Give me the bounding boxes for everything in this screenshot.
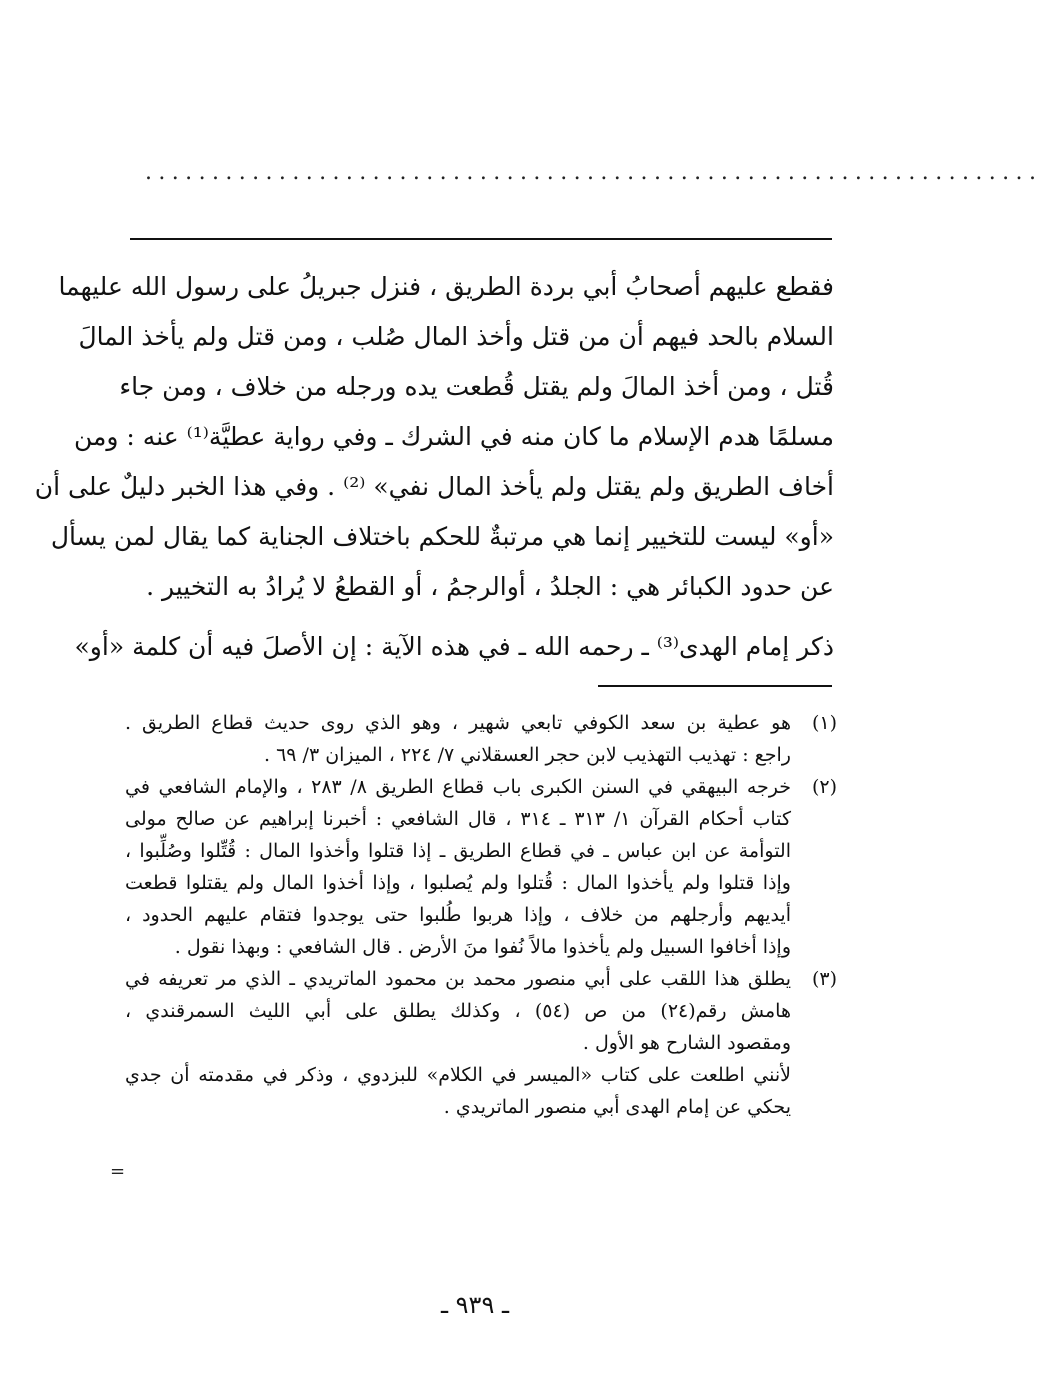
footnote-line: راجع : تهذيب التهذيب لابن حجر العسقلاني ٧/ ٢٢٤ ، الميزان ٣/ ٦٩ .: [263, 744, 791, 766]
footnote-body: [125, 707, 791, 771]
footnote-line: لأنني اطلعت على كتاب «الميسر في الكلام» للبزدوي ، وذكر في مقدمته أن جدي: [125, 1064, 791, 1086]
footnote-number: (٣): [811, 968, 837, 990]
footnote-line: كتاب أحكام القرآن ١/ ٣١٣ ـ ٣١٤ ، قال الشافعي : أخبرنا إبراهيم عن صالح مولى: [125, 808, 791, 830]
footnote-rule: [598, 685, 832, 687]
text-line: السلام بالحد فيهم أن من قتل وأخذ المال صُلب ، ومن قتل ولم يأخذ المالَ: [78, 322, 834, 351]
footnote-2: [125, 771, 837, 963]
footnote-line: هامش رقم(٢٤) من ص (٥٤) ، وكذلك يطلق على أبي الليث السمرقندي ،: [125, 1000, 791, 1022]
text-line: «أو» ليست للتخيير إنما هي مرتبةٌ للحكم باختلاف الجناية كما يقال لمن يسأل: [50, 522, 834, 551]
top-rule: [130, 238, 832, 240]
footnote-line: ومقصود الشارح هو الأول .: [582, 1032, 791, 1054]
dotted-separator: ...................................................................: [145, 160, 1042, 185]
text-line: ذكر إمام الهدى⁽³⁾ ـ رحمه الله ـ في هذه الآية : إن الأصلَ فيه أن كلمة «أو»: [74, 632, 834, 661]
main-paragraph-2: [74, 622, 834, 672]
text-line: فقطع عليهم أصحابُ أبي بردة الطريق ، فنزل جبريلُ على رسول الله عليهما: [58, 272, 834, 301]
footnote-line: هو عطية بن سعد الكوفي تابعي شهير ، وهو الذي روى حديث قطاع الطريق .: [125, 712, 791, 734]
footnote-line: يحكي عن إمام الهدى أبي منصور الماتريدي .: [443, 1096, 791, 1118]
main-paragraph-1: [34, 262, 834, 612]
footnote-line: خرجه البيهقي في السنن الكبرى باب قطاع الطريق ٨/ ٢٨٣ ، والإمام الشافعي في: [125, 776, 791, 798]
text-line: أخاف الطريق ولم يقتل ولم يأخذ المال نفي» ⁽²⁾ . وفي هذا الخبر دليلٌ على أن: [34, 472, 834, 501]
footnote-line: وإذا قتلوا ولم يأخذوا المال : قُتلوا ولم يُصلبوا ، وإذا أخذوا المال ولم يقتلوا قطعت: [125, 872, 791, 894]
text-line: قُتل ، ومن أخذ المالَ ولم يقتل قُطعت يده ورجله من خلاف ، ومن جاء: [119, 372, 834, 401]
continuation-mark: =: [110, 1161, 126, 1182]
page-number: ـ ٩٣٩ ـ: [440, 1291, 509, 1319]
footnote-line: يطلق هذا اللقب على أبي منصور محمد بن محمود الماتريدي ـ الذي مر تعريفه في: [125, 968, 791, 990]
footnote-number: (٢): [811, 776, 837, 798]
footnote-3: [125, 963, 837, 1123]
text-line: عن حدود الكبائر هي : الجلدُ ، أوالرجمُ ، أو القطعُ لا يُرادُ به التخيير .: [146, 572, 834, 601]
footnote-number: (١): [811, 712, 837, 734]
text-line: مسلمًا هدم الإسلام ما كان منه في الشرك ـ وفي رواية عطيَّة⁽¹⁾ عنه : ومن: [73, 422, 834, 451]
footnote-line: أيديهم وأرجلهم من خلاف ، وإذا هربوا طُلبوا حتى يوجدوا فتقام عليهم الحدود ،: [125, 904, 791, 926]
footnote-line: التوأمة عن ابن عباس ـ في قطاع الطريق ـ إذا قتلوا وأخذوا المال : قُتِّلوا وصُلِّبوا ،: [125, 840, 791, 862]
footnote-body: [125, 963, 791, 1123]
footnote-1: [125, 707, 837, 771]
footnote-body: [125, 771, 791, 963]
footnotes: [125, 707, 837, 1123]
main-text: [34, 262, 834, 672]
footnote-line: وإذا أخافوا السبيل ولم يأخذوا مالاً نُفوا منَ الأرض . قال الشافعي : وبهذا نقول .: [174, 936, 791, 958]
